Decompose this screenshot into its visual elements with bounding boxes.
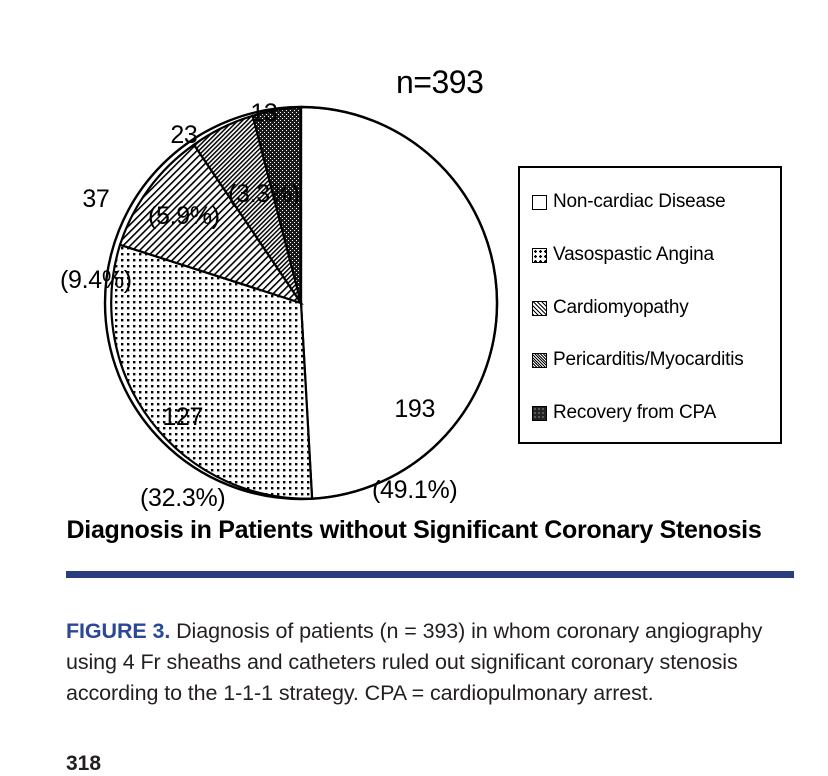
legend-item-label: Cardiomyopathy	[553, 297, 689, 318]
figure-caption-label: FIGURE 3.	[66, 618, 171, 643]
chart-axis-title: Diagnosis in Patients without Significant Coronary Stenosis	[66, 516, 762, 544]
legend-item-pericarditis-myocarditis	[532, 349, 744, 371]
slice-callout-recovery-from-cpa	[228, 46, 300, 262]
slice-callout-percent: (5.9%)	[148, 202, 220, 230]
white-square-icon	[532, 195, 547, 210]
solid-dark-square-icon	[532, 406, 547, 421]
legend-item-vasospastic-angina	[532, 244, 714, 266]
caption-divider-rule	[66, 571, 794, 578]
legend-item-cardiomyopathy	[532, 297, 689, 319]
slice-callout-count: 23	[170, 121, 198, 149]
chart-legend	[518, 166, 782, 444]
slice-callout-count: 37	[82, 185, 110, 213]
slice-callout-percent: (9.4%)	[60, 266, 132, 294]
figure-caption-text: Diagnosis of patients (n = 393) in whom coronary angiography using 4 Fr sheaths and catheters ruled out significant coronary stenosis according to the 1-1-1 strategy. CPA = cardiopulmonary arrest.	[66, 618, 763, 705]
slice-callout-percent: (32.3%)	[140, 484, 226, 512]
slice-callout-count: 127	[162, 403, 204, 431]
sample-size-annotation: n=393	[396, 64, 484, 100]
slice-callout-count: 13	[250, 99, 278, 127]
legend-item-label: Vasospastic Angina	[553, 244, 714, 265]
slice-callout-count: 193	[394, 395, 436, 423]
hatched-square-icon	[532, 301, 547, 316]
dotted-square-icon	[532, 248, 547, 263]
legend-item-non-cardiac-disease	[532, 191, 726, 213]
figure-caption	[66, 616, 796, 709]
slice-callout-cardiomyopathy	[60, 132, 132, 348]
legend-item-label: Recovery from CPA	[553, 402, 717, 423]
slice-callout-percent: (49.1%)	[372, 476, 458, 504]
legend-item-label: Non-cardiac Disease	[553, 191, 726, 212]
slice-callout-pericarditis-myocarditis	[148, 68, 220, 284]
slice-callout-percent: (3.3%)	[228, 180, 300, 208]
dense-hatched-square-icon	[532, 353, 547, 368]
legend-item-recovery-from-cpa	[532, 402, 716, 424]
page-number: 318	[66, 752, 102, 775]
legend-item-label: Pericarditis/Myocarditis	[553, 349, 744, 370]
